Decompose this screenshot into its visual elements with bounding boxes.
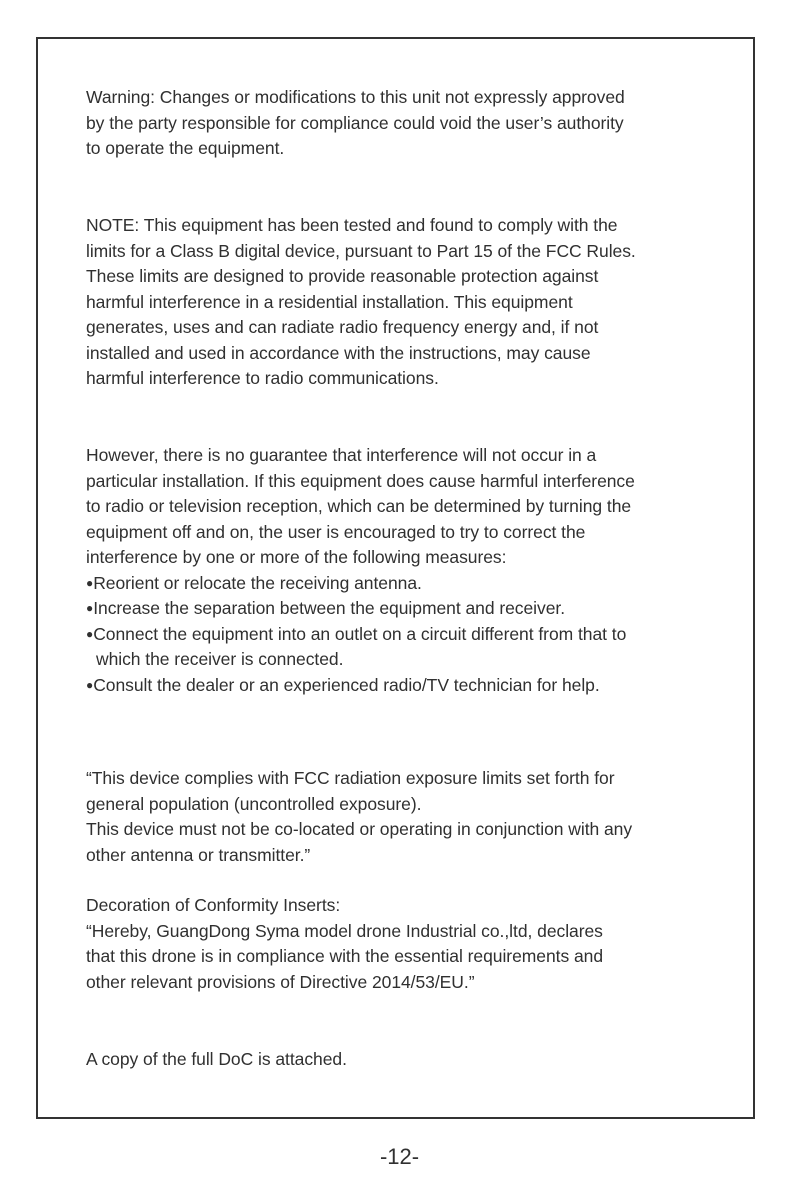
conformity-paragraph — [86, 893, 726, 995]
text-line: other antenna or transmitter.” — [86, 844, 311, 865]
text-line: “This device complies with FCC radiation exposure limits set forth for — [86, 768, 615, 788]
text-line: harmful interference to radio communications. — [86, 368, 439, 388]
text-line: harmful interference in a residential installation. This equipment — [86, 291, 573, 312]
text-line: This device must not be co-located or operating in conjunction with any — [86, 819, 633, 839]
bullet-item — [86, 571, 726, 597]
text-line: These limits are designed to provide reasonable protection against — [86, 266, 599, 286]
text-line: particular installation. If this equipment does cause harmful interference — [86, 470, 635, 491]
bullet-text: Consult the dealer or an experienced radio/TV technician for help. — [93, 674, 600, 695]
bullet-text: Reorient or relocate the receiving antenna. — [93, 572, 422, 593]
text-line: generates, uses and can radiate radio frequency energy and, if not — [86, 317, 599, 337]
bullet-icon: ● — [86, 575, 94, 590]
interference-paragraph — [86, 443, 726, 698]
bullet-item — [86, 622, 726, 648]
text-line: Decoration of Conformity Inserts: — [86, 895, 341, 915]
text-line: to operate the equipment. — [86, 138, 285, 158]
text-line: interference by one or more of the following measures: — [86, 547, 507, 567]
text-line: that this drone is in compliance with the essential requirements and — [86, 946, 604, 966]
radiation-paragraph — [86, 766, 726, 868]
text-line: installed and used in accordance with the instructions, may cause — [86, 342, 591, 363]
text-line: NOTE: This equipment has been tested and found to comply with the — [86, 215, 618, 235]
text-line: Warning: Changes or modifications to this unit not expressly approved — [86, 87, 625, 107]
bullet-text: Increase the separation between the equipment and receiver. — [93, 598, 566, 618]
warning-paragraph — [86, 85, 726, 162]
bullet-icon: ● — [86, 601, 94, 615]
text-line: other relevant provisions of Directive 2014/53/EU.” — [86, 971, 475, 992]
text-line: A copy of the full DoC is attached. — [86, 1049, 347, 1069]
bullet-item — [86, 596, 726, 622]
text-line: by the party responsible for compliance could void the user’s authority — [86, 112, 624, 133]
bullet-icon: ● — [86, 626, 94, 641]
doc-copy-paragraph — [86, 1047, 726, 1073]
page-number: -12- — [379, 1144, 420, 1169]
bullet-icon: ● — [86, 677, 94, 692]
text-line: “Hereby, GuangDong Syma model drone Industrial co.,ltd, declares — [86, 920, 603, 941]
text-line: general population (uncontrolled exposure). — [86, 793, 422, 814]
note-paragraph — [86, 213, 726, 392]
text-line: to radio or television reception, which can be determined by turning the — [86, 496, 632, 516]
text-line: However, there is no guarantee that interference will not occur in a — [86, 445, 597, 465]
text-line: limits for a Class B digital device, pursuant to Part 15 of the FCC Rules. — [86, 240, 636, 261]
text-line: equipment off and on, the user is encouraged to try to correct the — [86, 521, 586, 542]
bullet-continuation: which the receiver is connected. — [96, 649, 344, 669]
bullet-item — [86, 673, 726, 699]
bullet-text: Connect the equipment into an outlet on a circuit different from that to — [93, 623, 627, 644]
